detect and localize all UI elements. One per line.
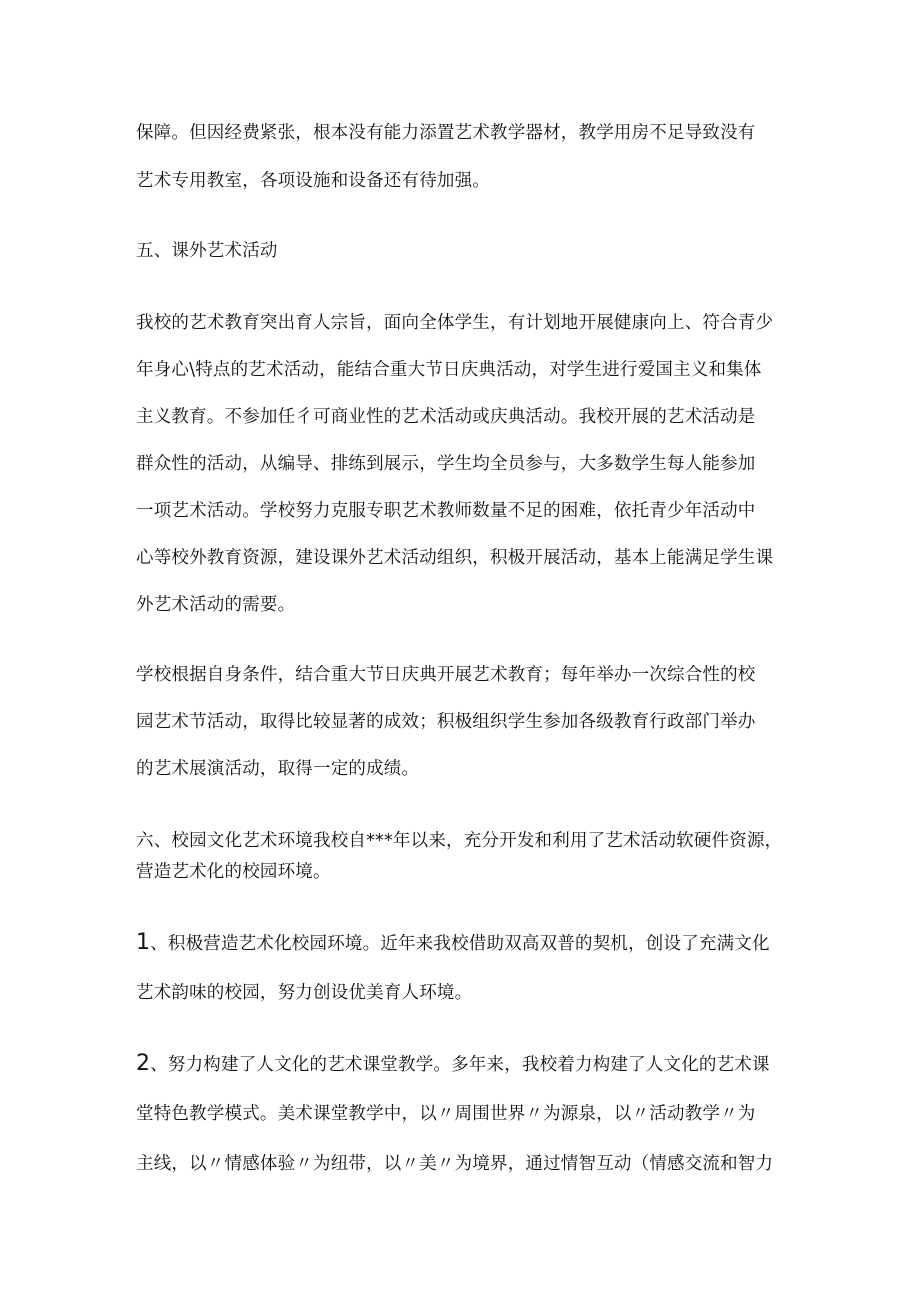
list-number: 1 [136,930,151,955]
body-text-line: 外艺术活动的需要。 [136,595,296,615]
body-text-line: 我校的艺术教育突出育人宗旨，面向全体学生，有计划地开展健康向上、符合青少 [136,313,774,333]
body-text-line: 的艺术展演活动，取得一定的成绩。 [136,759,420,779]
body-text-line: 艺术专用教室，各项设施和设备还有待加强。 [136,171,490,191]
list-text: 、积极营造艺术化校园环境。近年来我校借助双高双普的契机，创设了充满文化 [150,934,770,954]
list-item-2 [136,1051,770,1078]
body-text-line: 艺术韵味的校园，努力创设优美育人环境。 [136,983,473,1003]
body-text-line: 群众性的活动，从编导、排练到展示，学生均全员参与，大多数学生每人能参加 [136,454,756,474]
body-text-line: 堂特色教学模式。美术课堂教学中，以〃周围世界〃为源泉，以〃活动教学〃为 [136,1104,756,1124]
body-text-line: 保障。但因经费紧张，根本没有能力添置艺术教学器材，教学用房不足导致没有 [136,123,756,143]
section-heading: 六、校园文化艺术环境我校自***年以来，充分开发和利用了艺术活动软硬件资源， [136,831,783,851]
list-item-1 [136,930,770,957]
body-text-line: 年身心\特点的艺术活动，能结合重大节日庆典活动，对学生进行爱国主义和集体 [136,360,762,380]
body-text-line: 营造艺术化的校园环境。 [136,862,331,882]
body-text-line: 主义教育。不参加任彳可商业性的艺术活动或庆典活动。我校开展的艺术活动是 [136,407,756,427]
body-text-line: 心等校外教育资源，建设课外艺术活动组织，积极开展活动，基本上能满足学生课 [136,548,774,568]
body-text-line: 园艺术节活动，取得比较显著的成效；积极组织学生参加各级教育行政部门举办 [136,712,756,732]
body-text-line: 主线，以〃情感体验〃为纽带，以〃美〃为境界，通过情智互动（情感交流和智力 [136,1154,774,1174]
list-number: 2 [136,1051,151,1076]
list-text: 、努力构建了人文化的艺术课堂教学。多年来，我校着力构建了人文化的艺术课 [150,1055,770,1075]
body-text-line: 一项艺术活动。学校努力克服专职艺术教师数量不足的困难，依托青少年活动中 [136,501,756,521]
body-text-line: 学校根据自身条件，结合重大节日庆典开展艺术教育；每年举办一次综合性的校 [136,665,756,685]
section-heading: 五、课外艺术活动 [136,241,278,261]
